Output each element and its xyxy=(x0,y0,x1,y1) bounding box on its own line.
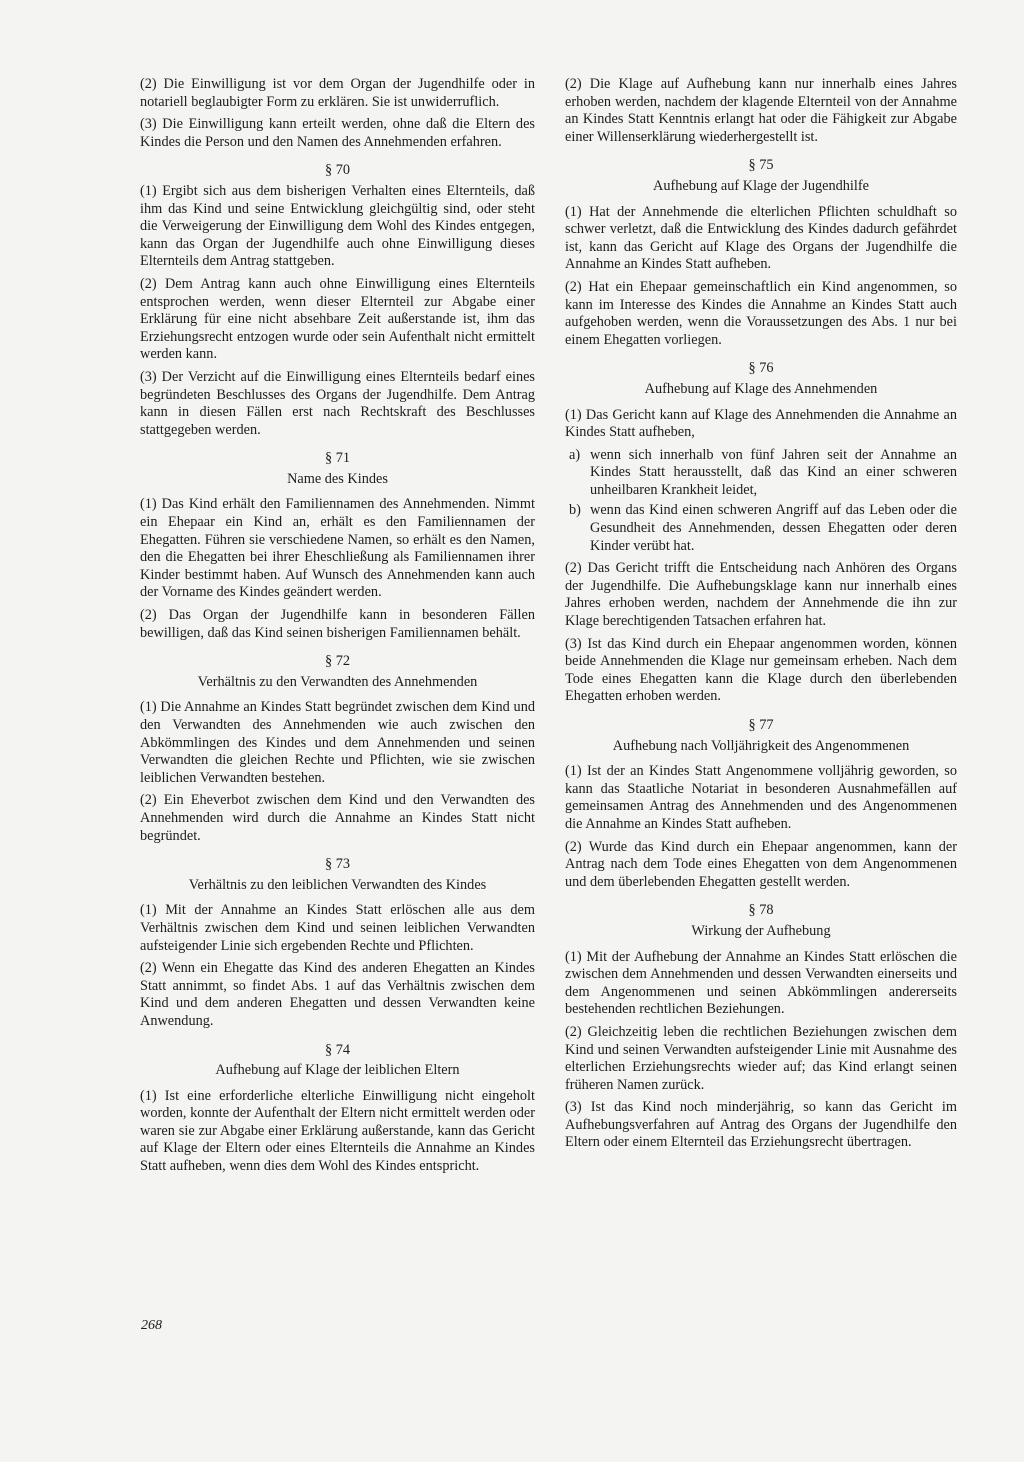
paragraph: (3) Ist das Kind noch minderjährig, so kann das Gericht im Aufhebungsverfahren auf Antrag des Organs der Jugendhilfe den Eltern oder einem Elternteil das Erziehungsrecht übertragen. xyxy=(565,1099,957,1151)
paragraph: (2) Das Gericht trifft die Entscheidung nach Anhören des Organs der Jugendhilfe. Die Aufhebungsklage kann nur innerhalb eines Jahres erhoben werden, nachdem der Annehmende die ihn zur Klage berechtigenden Tatsachen erfahren hat. xyxy=(565,560,957,630)
paragraph: (2) Hat ein Ehepaar gemeinschaftlich ein Kind angenommen, so kann im Interesse des Kindes die Annahme an Kindes Statt auch aufgehoben werden, wenn die Voraussetzungen des Abs. 1 nur bei einem Ehegatten vorliegen. xyxy=(565,278,957,348)
paragraph: (3) Der Verzicht auf die Einwilligung eines Elternteils bedarf eines begründeten Beschlusses des Organs der Jugendhilfe. Dem Antrag kann in diesen Fällen erst nach Rechtskraft des Beschlusses stattgegeben werden. xyxy=(140,368,535,438)
list-marker: a) xyxy=(569,446,581,463)
section-title-75: Aufhebung auf Klage der Jugendhilfe xyxy=(653,177,869,194)
list-item-text: wenn das Kind einen schweren Angriff auf das Leben oder die Gesundheit des Annehmenden, dessen Ehegatten oder deren Kinder verübt hat. xyxy=(590,502,957,554)
section-heading-70: § 70 xyxy=(324,162,351,179)
section-heading-71: § 71 xyxy=(324,450,351,467)
page-number: 268 xyxy=(141,1318,162,1333)
paragraph: (2) Dem Antrag kann auch ohne Einwilligung eines Elternteils entsprochen werden, wenn dieser Elternteil zur Abgabe einer Erklärung für eine nicht absehbare Zeit außerstande ist, ihm das Erziehungsrecht entzogen wurde oder sein Aufenthalt nicht ermittelt werden kann. xyxy=(140,275,535,363)
list-item xyxy=(565,447,957,500)
paragraph: (1) Ist der an Kindes Statt Angenommene volljährig geworden, so kann das Staatliche Notariat in besonderen Ausnahmefällen auf gemeinsamen Antrag des Annehmenden und des Angenommenen die Annahme an Kindes Statt aufheben. xyxy=(565,763,957,832)
paragraph: (2) Gleichzeitig leben die rechtlichen Beziehungen zwischen dem Kind und seinen Verwandten aufsteigender Linie mit Ausnahme des elterlichen Erziehungsrechts wieder auf; das Kind erlangt seinen früheren Namen zurück. xyxy=(565,1023,957,1093)
section-title-71: Name des Kindes xyxy=(287,470,388,487)
section-heading-77: § 77 xyxy=(748,717,774,733)
section-title-78: Wirkung der Aufhebung xyxy=(691,922,831,939)
paragraph: (2) Ein Eheverbot zwischen dem Kind und den Verwandten des Annehmenden wird durch die Annahme an Kindes Statt nicht begründet. xyxy=(140,792,535,844)
section-heading-76: § 76 xyxy=(748,360,774,377)
paragraph: (1) Ergibt sich aus dem bisherigen Verhalten eines Elternteils, daß ihm das Kind und seine Entwicklung gleichgültig sind, oder steht die Verweigerung der Einwilligung dem Wohl des Kindes entgegen, kann das Organ der Jugendhilfe auch ohne Einwilligung dieses Elternteils dem Antrag stattgeben. xyxy=(140,182,535,270)
list-item xyxy=(565,502,957,555)
paragraph: (1) Hat der Annehmende die elterlichen Pflichten schuldhaft so schwer verletzt, daß die Entwicklung des Kindes dadurch gefährdet ist, kann das Gericht auf Klage des Organs der Jugendhilfe die Annahme an Kindes Statt aufheben. xyxy=(565,203,957,273)
paragraph: (1) Das Gericht kann auf Klage des Annehmenden die Annahme an Kindes Statt aufheben, xyxy=(565,406,957,441)
paragraph: (2) Das Organ der Jugendhilfe kann in besonderen Fällen bewilligen, daß das Kind seinen bisherigen Familiennamen behält. xyxy=(140,607,535,641)
paragraph: (2) Die Klage auf Aufhebung kann nur innerhalb eines Jahres erhoben werden, nachdem der klagende Elternteil von der Annahme an Kindes Statt Kenntnis erlangt hat oder die Fähigkeit zur Abgabe einer Willenserklärung wiederhergestellt ist. xyxy=(565,76,957,145)
section-heading-75: § 75 xyxy=(748,157,774,174)
right-column xyxy=(565,76,957,1157)
section-heading-72: § 72 xyxy=(324,653,351,670)
section-title-72: Verhältnis zu den Verwandten des Annehmenden xyxy=(197,673,478,690)
paragraph: (1) Mit der Annahme an Kindes Statt erlöschen alle aus dem Verhältnis zwischen dem Kind und seinen leiblichen Verwandten aufsteigender Linie sich ergebenden Rechte und Pflichten. xyxy=(140,902,535,954)
paragraph: (2) Die Einwilligung ist vor dem Organ der Jugendhilfe oder in notariell beglaubigter Form zu erklären. Sie ist unwiderruflich. xyxy=(140,76,535,110)
left-column xyxy=(140,76,535,1181)
section-heading-78: § 78 xyxy=(748,902,774,919)
paragraph: (1) Das Kind erhält den Familiennamen des Annehmenden. Nimmt ein Ehepaar ein Kind an, erhält es den Familiennamen der Ehegatten. Führen sie verschiedene Namen, so erhält es den Namen, den die Ehegatten bei ihrer Eheschließung als Familiennamen ihrer Kinder bestimmt haben. Auf Wunsch des Annehmenden kann auch der Vorname des Kindes geändert werden. xyxy=(140,496,535,601)
section-heading-74: § 74 xyxy=(324,1041,351,1058)
section-title-77: Aufhebung nach Volljährigkeit des Angenommenen xyxy=(612,737,910,754)
section-heading-73: § 73 xyxy=(324,856,351,873)
paragraph: (3) Ist das Kind durch ein Ehepaar angenommen worden, können beide Annehmenden die Klage nur gemeinsam erheben. Nach dem Tode eines Ehegatten kann die Klage durch den überlebenden Ehegatten erhoben werden. xyxy=(565,635,957,705)
list-item-text: wenn sich innerhalb von fünf Jahren seit der Annahme an Kindes Statt herausstellt, daß das Kind an einer schweren unheilbaren Krankheit leidet, xyxy=(590,446,957,498)
section-title-74: Aufhebung auf Klage der leiblichen Eltern xyxy=(215,1062,460,1079)
list-marker: b) xyxy=(569,502,581,519)
paragraph: (1) Die Annahme an Kindes Statt begründet zwischen dem Kind und den Verwandten des Annehmenden wie auch zwischen den Abkömmlingen des Kindes und dem Annehmenden und seinen Verwandten die gleichen Rechte und Pflichten, wie sie zwischen leiblichen Verwandten bestehen. xyxy=(140,699,535,786)
enumeration-list xyxy=(565,447,957,556)
paragraph: (2) Wurde das Kind durch ein Ehepaar angenommen, kann der Antrag nach dem Tode eines Ehegatten von dem Angenommenen und dem überlebenden Ehegatten gestellt werden. xyxy=(565,838,957,890)
paragraph: (2) Wenn ein Ehegatte das Kind des anderen Ehegatten an Kindes Statt annimmt, so findet Abs. 1 auf das Verhältnis zwischen dem Kind und dem anderen Ehegatten und dessen Verwandten keine Anwendung. xyxy=(140,960,535,1029)
paragraph: (1) Ist eine erforderliche elterliche Einwilligung nicht eingeholt worden, konnte der Aufenthalt der Eltern nicht ermittelt werden oder waren sie zur Abgabe einer Erklärung außerstande, kann das Gericht auf Klage der Eltern oder eines Elternteils die Annahme an Kindes Statt aufheben, wenn dies dem Wohl des Kindes entspricht. xyxy=(140,1087,535,1175)
paragraph: (1) Mit der Aufhebung der Annahme an Kindes Statt erlöschen die zwischen dem Annehmenden und dessen Verwandten einerseits und dem Angenommenen und seinen Abkömmlingen andererseits bestehenden rechtlichen Beziehungen. xyxy=(565,948,957,1018)
paragraph: (3) Die Einwilligung kann erteilt werden, ohne daß die Eltern des Kindes die Person und den Namen des Annehmenden erfahren. xyxy=(140,116,535,150)
section-title-76: Aufhebung auf Klage des Annehmenden xyxy=(644,380,878,397)
section-title-73: Verhältnis zu den leiblichen Verwandten des Kindes xyxy=(188,876,487,893)
